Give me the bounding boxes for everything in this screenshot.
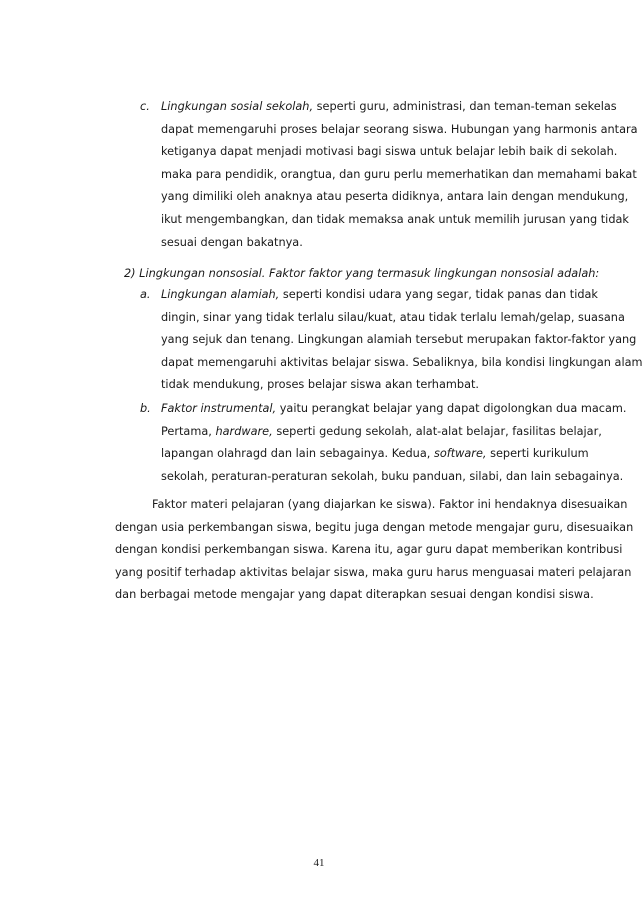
list-item-c-line-6: ikut mengembangkan, dan tidak memaksa anak untuk memilih jurusan yang tidak — [161, 212, 629, 226]
list-item-c-line-7: sesuai dengan bakatnya. — [161, 235, 303, 249]
list-item-c-line-2: dapat memengaruhi proses belajar seorang siswa. Hubungan yang harmonis antara — [161, 122, 638, 136]
term-hardware: hardware, — [215, 424, 273, 438]
list-item-a-line-5: tidak mendukung, proses belajar siswa akan terhambat. — [161, 378, 480, 392]
list-item-a-line-2: dingin, sinar yang tidak terlalu silau/kuat, atau tidak terlalu lemah/gelap, suasana — [161, 310, 625, 324]
paragraph-line-1: Faktor materi pelajaran (yang diajarkan ke siswa). Faktor ini hendaknya disesuaikan — [152, 498, 628, 511]
list-item-a — [140, 284, 643, 397]
list-marker-a: a. — [140, 288, 151, 301]
paragraph-line-2: dengan usia perkembangan siswa, begitu juga dengan metode mengajar guru, disesuaikan — [115, 520, 634, 534]
paragraph-faktor-materi — [115, 494, 634, 607]
list-item-a-line-3: yang sejuk dan tenang. Lingkungan alamiah tersebut merupakan faktor-faktor yang — [161, 333, 637, 347]
list-item-c-line-3: ketiganya dapat menjadi motivasi bagi siswa untuk belajar lebih baik di sekolah. — [161, 145, 618, 159]
paragraph-line-3: dengan kondisi perkembangan siswa. Karena itu, agar guru dapat memberikan kontribusi — [115, 543, 623, 557]
list-item-c-line-1 — [161, 96, 617, 119]
term-faktor-instrumental: Faktor instrumental, — [161, 402, 277, 415]
text-fragment: Pertama, — [161, 424, 212, 438]
list-item-b — [140, 398, 627, 488]
list-item-c — [140, 96, 638, 254]
list-item-b-line-3 — [161, 443, 589, 466]
sub-heading-lingkungan-nonsosial: 2) Lingkungan nonsosial. Faktor faktor yang termasuk lingkungan nonsosial adalah: — [124, 267, 600, 280]
text-fragment: seperti kondisi udara yang segar, tidak panas dan tidak — [282, 288, 598, 301]
text-fragment: yaitu perangkat belajar yang dapat digolongkan dua macam. — [279, 402, 627, 415]
term-software: software, — [433, 447, 487, 461]
list-item-b-line-1 — [161, 398, 627, 421]
term-lingkungan-alamiah: Lingkungan alamiah, — [161, 288, 280, 301]
text-fragment: seperti gedung sekolah, alat-alat belajar, fasilitas belajar, — [276, 424, 602, 438]
paragraph-line-4: yang positif terhadap aktivitas belajar siswa, maka guru harus menguasai materi pelajaran — [115, 565, 632, 579]
list-item-b-line-4: sekolah, peraturan-peraturan sekolah, buku panduan, silabi, dan lain sebagainya. — [161, 469, 624, 483]
text-fragment: seperti guru, administrasi, dan teman-teman sekelas — [316, 100, 617, 113]
list-item-a-line-1 — [161, 284, 598, 307]
list-item-c-line-5: yang dimiliki oleh anaknya atau peserta didiknya, antara lain dengan mendukung, — [161, 190, 629, 204]
term-lingkungan-sosial-sekolah: Lingkungan sosial sekolah, — [161, 100, 314, 113]
list-marker-b: b. — [140, 402, 151, 415]
list-item-a-line-4: dapat memengaruhi aktivitas belajar siswa. Sebaliknya, bila kondisi lingkungan alam — [161, 355, 643, 369]
list-marker-c: c. — [140, 100, 150, 113]
list-item-c-line-4: maka para pendidik, orangtua, dan guru perlu memerhatikan dan memahami bakat — [161, 167, 637, 181]
list-item-b-line-2 — [161, 421, 602, 444]
text-fragment: lapangan olahragd dan lain sebagainya. Kedua, — [161, 447, 431, 461]
text-fragment: seperti kurikulum — [490, 447, 589, 461]
paragraph-line-5: dan berbagai metode mengajar yang dapat diterapkan sesuai dengan kondisi siswa. — [115, 588, 594, 602]
page-number: 41 — [313, 857, 325, 869]
